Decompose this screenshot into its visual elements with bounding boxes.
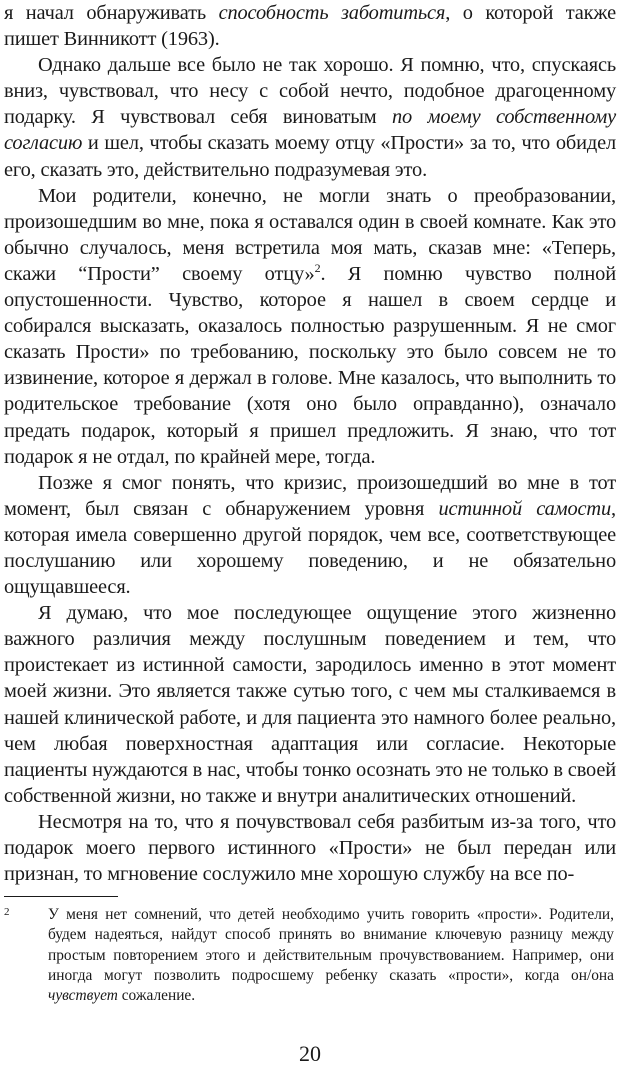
page-number: 20 [299, 1041, 321, 1066]
main-text [4, 0, 616, 887]
paragraph [4, 0, 616, 52]
footnote-number: 2 [4, 906, 10, 918]
paragraph [4, 600, 616, 809]
paragraph [4, 183, 616, 470]
text-run: сожаление. [117, 987, 196, 1005]
text-run: Несмотря на то, что я почувствовал себя разбитым из-за того, что подарок моего первого истинного «Прости» не был передан или признан, то мгновение сослужило мне хорошую службу на все по- [4, 810, 616, 886]
text-run: я начал обнаруживать [4, 2, 219, 24]
paragraph [4, 809, 616, 887]
text-run: и шел, чтобы сказать моему отцу «Прости» за то, что обидел его, сказать это, действительно подразумевая это. [4, 132, 616, 181]
italic-text: истинной самости [438, 497, 612, 520]
text-run: Однако дальше все было не так хорошо. Я помню, что, спускаясь вниз, чувствовал, что несу с собой нечто, подобное драгоценному подарку. Я чувствовал себя виноватым [4, 54, 616, 129]
italic-text: чувствует [48, 987, 118, 1005]
paragraph [4, 470, 616, 600]
italic-text: способность заботиться [218, 2, 446, 24]
paragraph [4, 52, 616, 182]
text-run: Позже я смог понять, что кризис, произошедший во мне в тот момент, был связан с обнаружением уровня [4, 471, 616, 520]
text-run: Я думаю, что мое последующее ощущение этого жизненно важного различия между послушным поведением и тем, что проистекает из истинной самости, зародилось именно в этот момент моей жизни. Это является также сутью того, с чем мы сталкиваемся в нашей клинической работе, и для пациента это намного более реально, чем любая поверхностная адаптация или согласие. Некоторые пациенты нуждаются в нас, чтобы тонко осознать это не только в своей собственной жизни, но также и внутри аналитических отношений. [4, 602, 616, 807]
footnote [4, 905, 614, 1006]
footnote-separator [4, 896, 118, 897]
italic-text: по моему собственному согласию [4, 106, 616, 155]
text-run: У меня нет сомнений, что детей необходимо учить говорить «прости». Родители, будем надеяться, найдут способ принять во внимание ключевую разницу между простым повторением этого и действительным прочувствованием. Например, они иногда могут позволить подросшему ребенку сказать «прости», когда он/она [48, 906, 614, 984]
footnote-text [48, 905, 614, 1006]
text-run: . Я помню чувство полной опустошенности. Чувство, которое я нашел в своем сердце и собирался высказать, оказалось полностью разрушенным. Я не смог сказать Прости» по требованию, поскольку это было совсем не то извинение, которое я держал в голове. Мне казалось, что выполнить то родительское требование (хотя оно было оправданно), означало предать подарок, который я пришел предложить. Я знаю, что тот подарок я не отдал, по крайней мере, тогда. [4, 262, 616, 468]
text-run: , которая имела совершенно другой порядок, чем все, соответствующее послушанию или хорошему поведению, и не обязательно ощущавшееся. [4, 497, 616, 599]
footnote-reference: 2 [314, 261, 321, 276]
text-run: , о которой также пишет Винникотт (1963). [4, 2, 616, 51]
text-run: Мои родители, конечно, не могли знать о преобразовании, произошедшим во мне, пока я оставался один в своей комнате. Как это обычно случалось, меня встретила моя мать, сказав мне: «Теперь, скажи “Прости” своему отцу» [4, 184, 616, 285]
